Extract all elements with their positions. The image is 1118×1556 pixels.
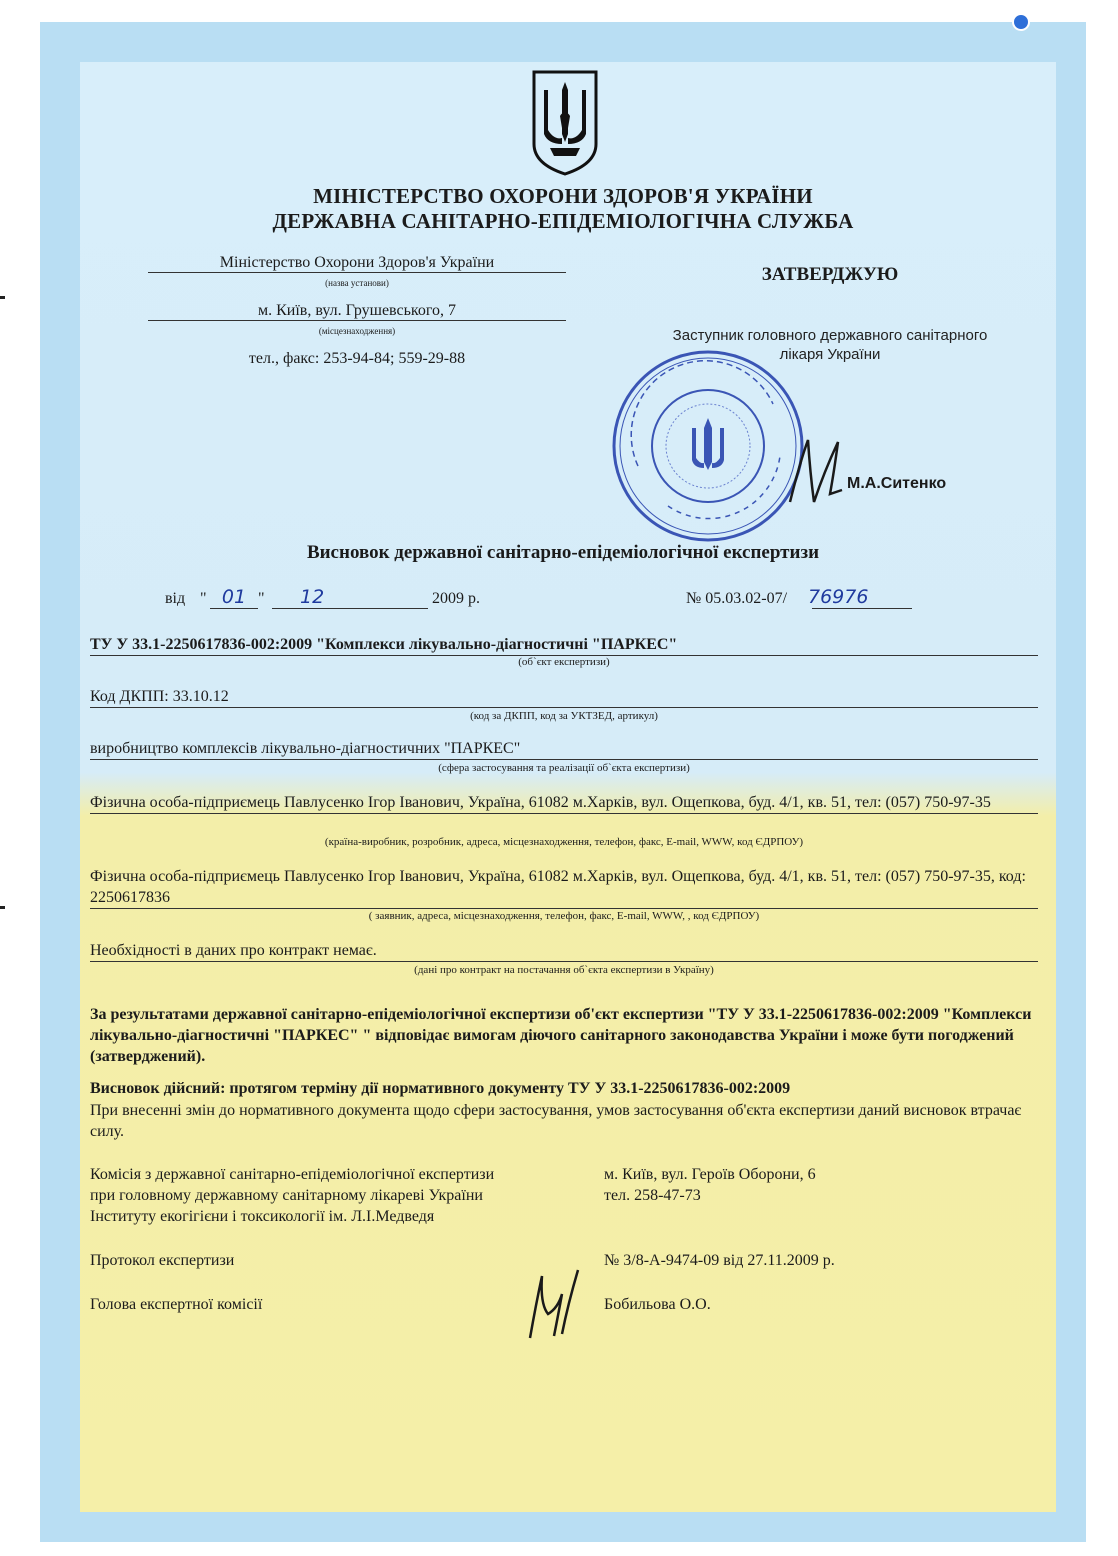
expertise-object-caption: (об`єкт експертизи) [518, 656, 610, 668]
page-marker-dot[interactable] [1012, 13, 1030, 31]
application-scope: виробництво комплексів лікувально-діагностичних "ПАРКЕС" [90, 738, 1038, 760]
official-stamp [608, 346, 808, 546]
ministry-header [40, 184, 1086, 234]
edge-mark [0, 906, 5, 909]
conclusion-result: За результатами державної санітарно-епідеміологічної експертизи об'єкт експертизи "ТУ У 33.1-2250617836-002:2009 "Комплекси лікувально-діагностичні "ПАРКЕС" " відповідає вимогам діючого санітарного законодавства України і може бути погоджений (затверджений). [90, 1006, 1032, 1065]
product-code-caption: (код за ДКПП, код за УКТЗЕД, артикул) [470, 710, 658, 722]
deputy-signature [780, 432, 850, 512]
manufacturer-caption: (країна-виробник, розробник, адреса, місцезнаходження, телефон, факс, E-mail, WWW, код ЄДРПОУ) [324, 836, 804, 848]
institution-phone: тел., факс: 253-94-84; 559-29-88 [248, 350, 466, 367]
institution-address-caption: (місцезнаходження) [318, 326, 396, 336]
manufacturer: Фізична особа-підприємець Павлусенко Ігор Іванович, Україна, 61082 м.Харків, вул. Ощепкова, буд. 4/1, кв. 51, тел: (057) 750-97-35 [90, 792, 1038, 814]
date-day: 01 [221, 586, 247, 608]
date-quote-open: " [200, 590, 207, 607]
commission-contacts [604, 1164, 1024, 1206]
edge-mark [0, 296, 5, 299]
document-number-prefix: № 05.03.02-07/ [686, 590, 788, 607]
approval-position: Заступник головного державного санітарного лікаря України [672, 327, 988, 363]
protocol-value: № 3/8-А-9474-09 від 27.11.2009 р. [604, 1252, 835, 1269]
document-number: 76976 [808, 586, 869, 608]
commission-block [90, 1164, 590, 1227]
institution-name-caption: (назва установи) [325, 278, 389, 288]
product-code: Код ДКПП: 33.10.12 [90, 686, 1038, 708]
conclusion-note: При внесенні змін до нормативного документа щодо сфери застосування, умов застосування об'єкта експертизи даний висновок втрачає силу. [90, 1102, 1022, 1140]
date-month-field [272, 586, 428, 609]
date-month: 12 [300, 586, 325, 608]
commission-line-3: Інституту екогігієни і токсикології ім. Л.І.Медведя [90, 1208, 435, 1225]
expertise-object: ТУ У 33.1-2250617836-002:2009 "Комплекси лікувально-діагностичні "ПАРКЕС" [90, 634, 1038, 656]
conclusion-validity: Висновок дійсний: протягом терміну дії нормативного документу ТУ У 33.1-2250617836-002:2009 [90, 1080, 791, 1097]
head-name: Бобильова О.О. [604, 1296, 711, 1313]
ministry-name: МІНІСТЕРСТВО ОХОРОНИ ЗДОРОВ'Я УКРАЇНИ [313, 184, 813, 208]
document-title: Висновок державної санітарно-епідеміологічної експертизи [306, 542, 820, 563]
date-quote-close: " [258, 590, 265, 607]
contract-data: Необхідності в даних про контракт немає. [90, 940, 1038, 962]
date-day-field [210, 586, 258, 609]
date-prefix: від [165, 590, 186, 607]
applicant-caption: ( заявник, адреса, місцезнаходження, телефон, факс, E-mail, WWW, , код ЄДРПОУ) [368, 910, 760, 922]
coat-of-arms-icon [530, 68, 600, 178]
date-year: 2009 р. [432, 590, 480, 607]
approval-signer: М.А.Ситенко [847, 475, 947, 492]
commission-line-1: Комісія з державної санітарно-епідеміологічної експертизи [90, 1166, 495, 1183]
commission-address: м. Київ, вул. Героїв Оборони, 6 [604, 1166, 816, 1183]
institution-name: Міністерство Охорони Здоров'я України [148, 254, 566, 273]
head-label: Голова експертної комісії [90, 1296, 263, 1313]
service-name: ДЕРЖАВНА САНІТАРНО-ЕПІДЕМІОЛОГІЧНА СЛУЖБА [272, 209, 854, 233]
commission-line-2: при головному державному санітарному лікареві України [90, 1187, 483, 1204]
institution-address: м. Київ, вул. Грушевського, 7 [148, 302, 566, 321]
protocol-label: Протокол експертизи [90, 1252, 235, 1269]
approval-title: ЗАТВЕРДЖУЮ [761, 264, 899, 285]
head-signature [518, 1264, 588, 1344]
document-number-field [808, 586, 912, 609]
applicant: Фізична особа-підприємець Павлусенко Ігор Іванович, Україна, 61082 м.Харків, вул. Ощепкова, буд. 4/1, кв. 51, тел: (057) 750-97-35, код: 2250617836 [90, 866, 1038, 909]
commission-phone: тел. 258-47-73 [604, 1187, 701, 1204]
application-scope-caption: (сфера застосування та реалізації об`єкта експертизи) [438, 762, 690, 774]
contract-data-caption: (дані про контракт на постачання об`єкта експертизи в Україну) [414, 964, 714, 976]
